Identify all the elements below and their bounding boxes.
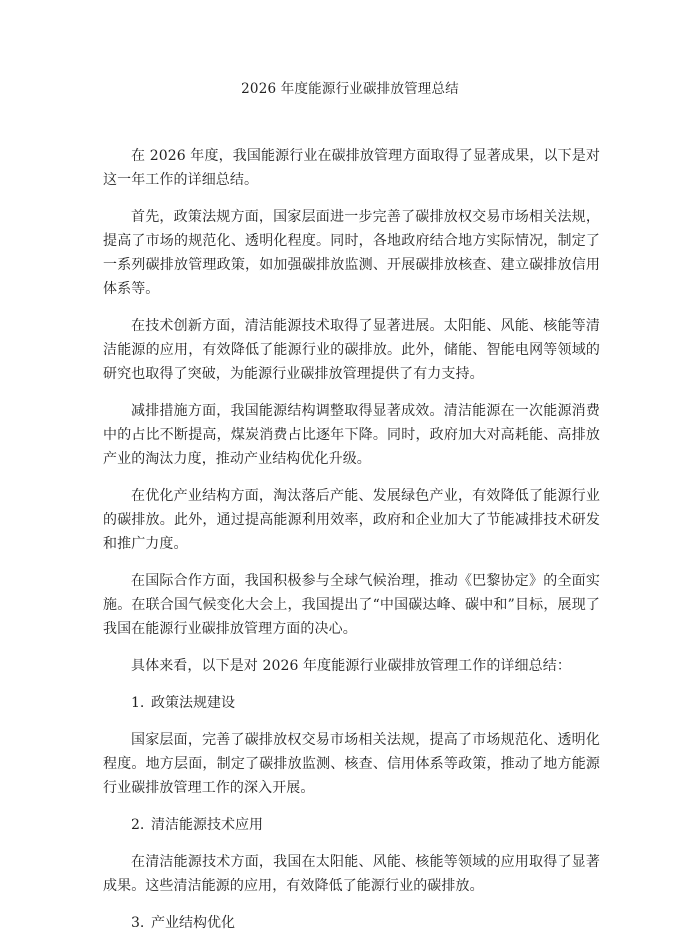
paragraph-international: 在国际合作方面，我国积极参与全球气候治理，推动《巴黎协定》的全面实施。在联合国气候变化大会上，我国提出了“中国碳达峰、碳中和”目标，展现了我国在能源行业碳排放管理方面的决心。 [103,573,600,637]
section-text-1: 国家层面，完善了碳排放权交易市场相关法规，提高了市场规范化、透明化程度。地方层面，制定了碳排放监测、核查、信用体系等政策，推动了地方能源行业碳排放管理工作的深入开展。 [103,732,600,796]
section-number: 2. [131,817,145,833]
paragraph-reduction: 减排措施方面，我国能源结构调整取得显著成效。清洁能源在一次能源消费中的占比不断提高，煤炭消费占比逐年下降。同时，政府加大对高耗能、高排放产业的淘汰力度，推动产业结构优化升级。 [103,403,600,467]
section-number: 1. [131,695,145,711]
section-heading-3 [103,911,600,935]
section-text-2: 在清洁能源技术方面，我国在太阳能、风能、核能等领域的应用取得了显著成果。这些清洁能源的应用，有效降低了能源行业的碳排放。 [103,854,600,894]
document-body [103,144,600,948]
section-title: 产业结构优化 [151,915,235,931]
document-title: 2026 年度能源行业碳排放管理总结 [241,81,459,97]
section-number: 3. [131,915,145,931]
paragraph-intro: 在 2026 年度，我国能源行业在碳排放管理方面取得了显著成果，以下是对这一年工作的详细总结。 [103,148,600,188]
section-title: 政策法规建设 [151,695,235,711]
paragraph-technology: 在技术创新方面，清洁能源技术取得了显著进展。太阳能、风能、核能等清洁能源的应用，有效降低了能源行业的碳排放。此外，储能、智能电网等领域的研究也取得了突破，为能源行业碳排放管理提供了有力支持。 [103,318,600,382]
section-heading-2 [103,813,600,837]
paragraph-industry: 在优化产业结构方面，淘汰落后产能、发展绿色产业，有效降低了能源行业的碳排放。此外，通过提高能源利用效率，政府和企业加大了节能减排技术研发和推广力度。 [103,488,600,552]
paragraph-summary-intro: 具体来看，以下是对 2026 年度能源行业碳排放管理工作的详细总结： [131,658,571,674]
section-heading-1 [103,691,600,715]
section-title: 清洁能源技术应用 [151,817,263,833]
paragraph-policy: 首先，政策法规方面，国家层面进一步完善了碳排放权交易市场相关法规，提高了市场的规范化、透明化程度。同时，各地政府结合地方实际情况，制定了一系列碳排放管理政策，如加强碳排放监测、开展碳排放核查、建立碳排放信用体系等。 [103,209,600,297]
